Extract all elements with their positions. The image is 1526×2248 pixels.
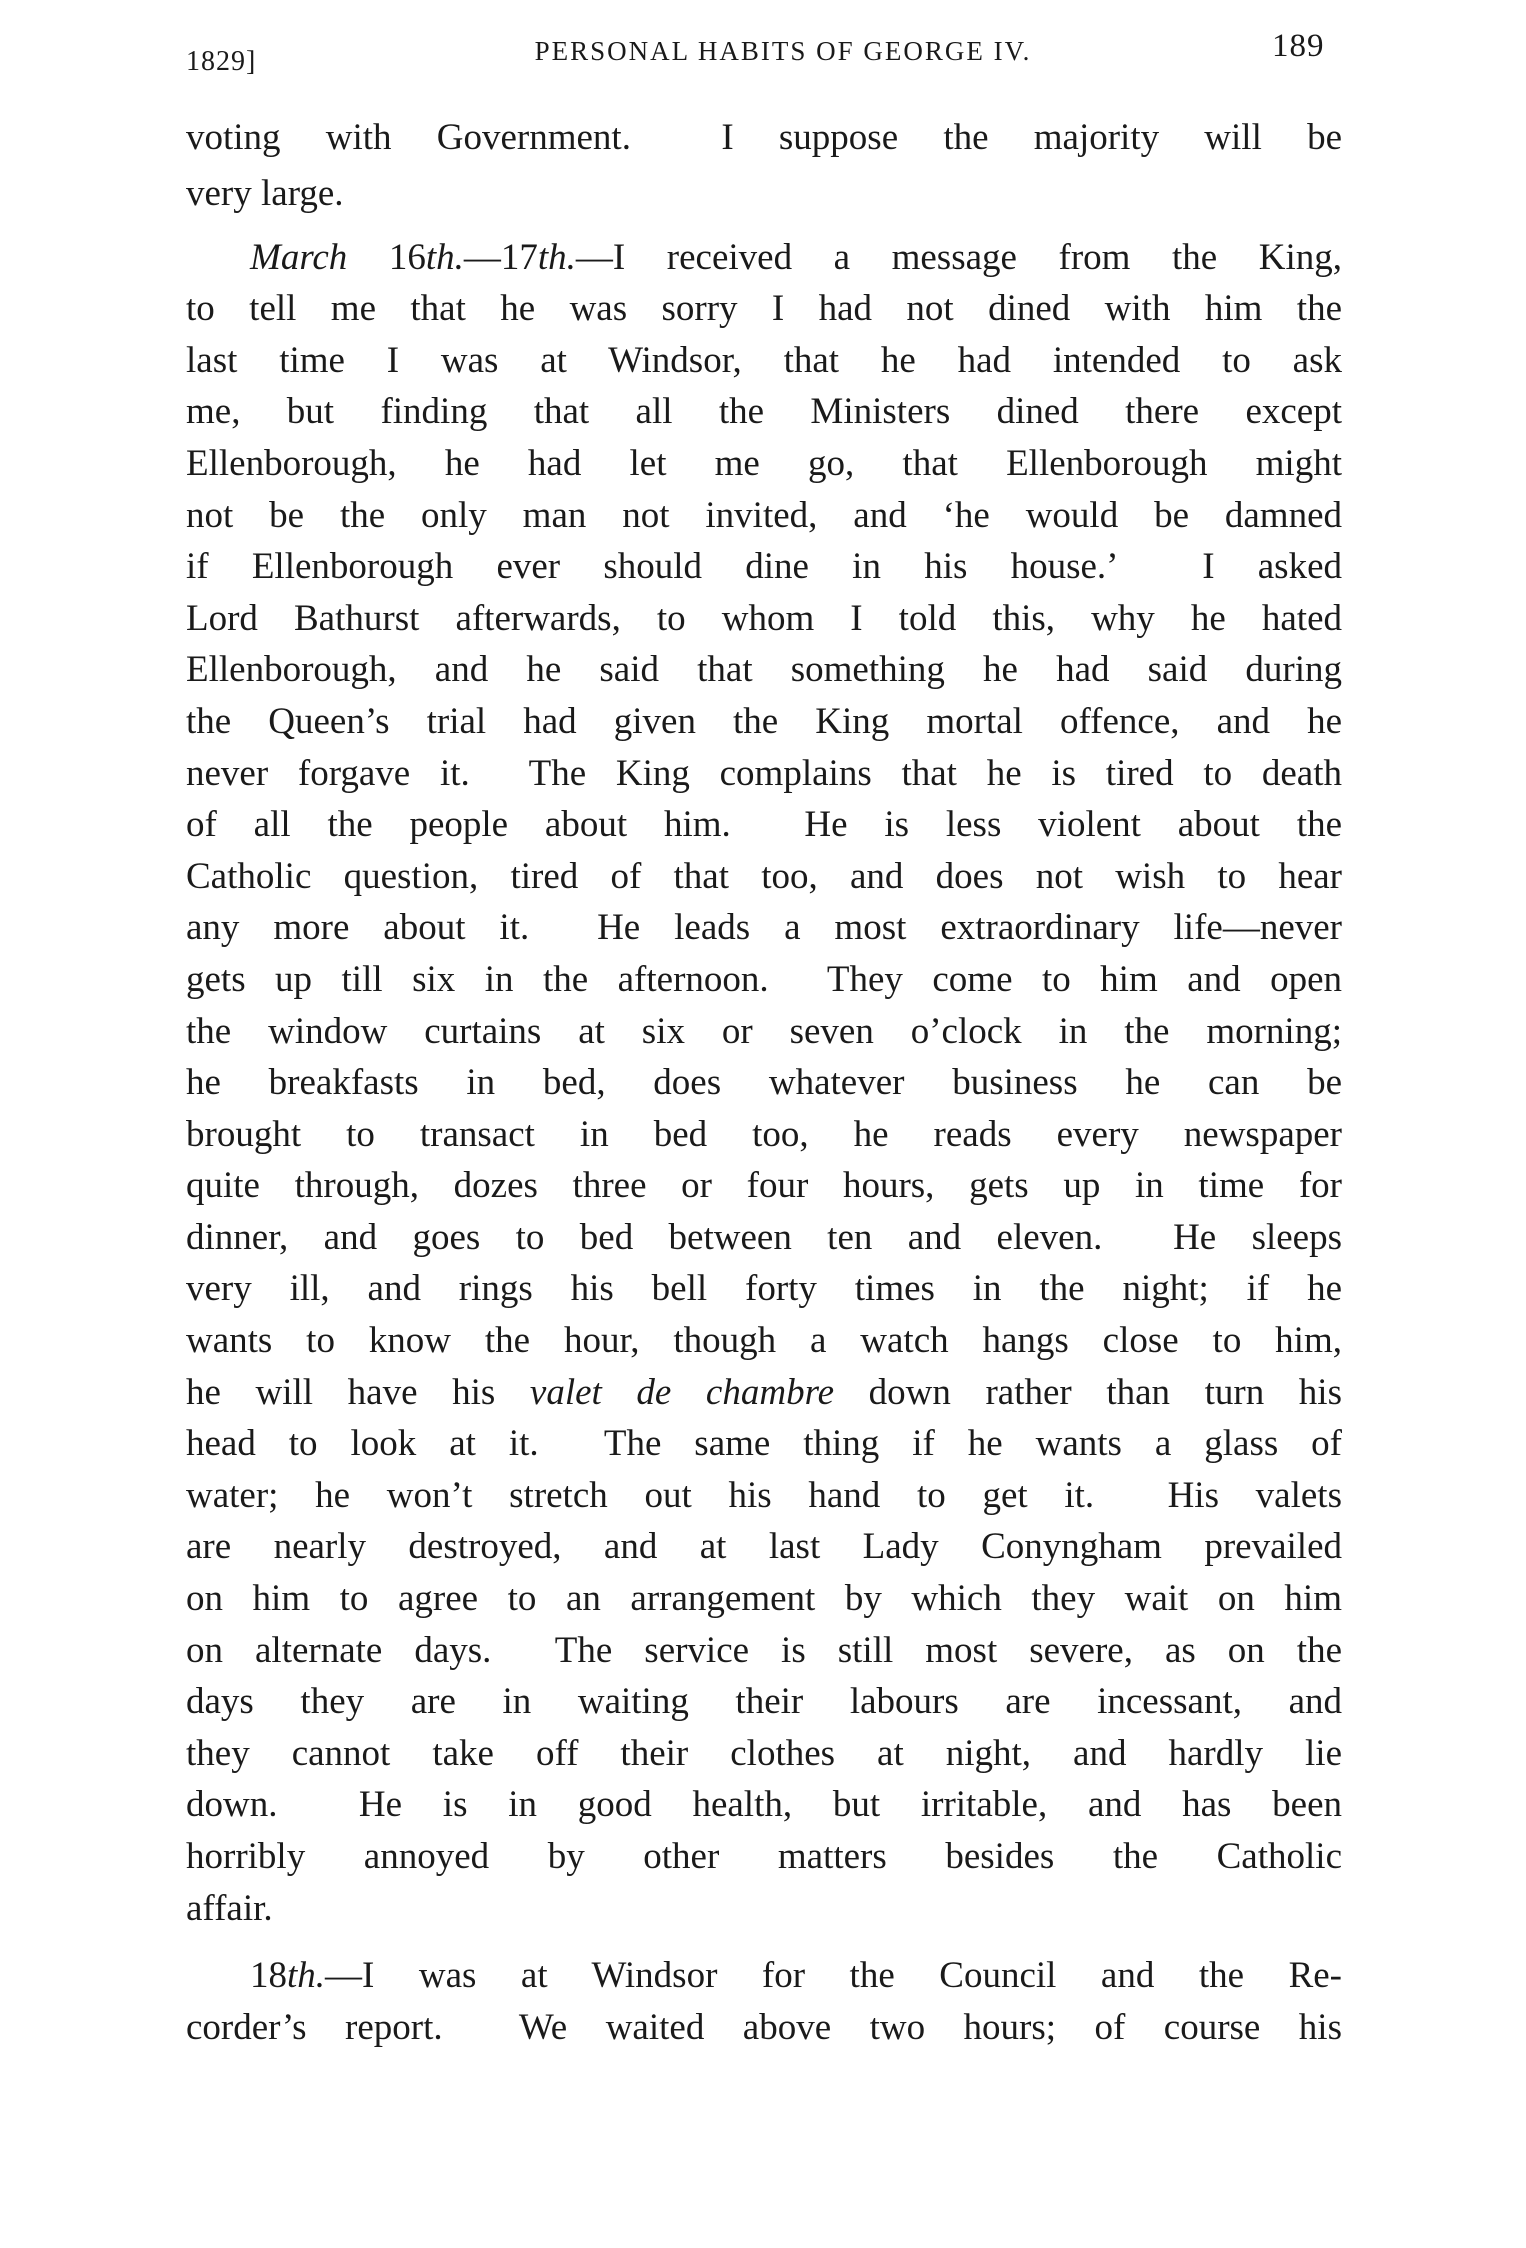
text-segment: are nearly destroyed, and at last Lady Conyngham prevailed — [186, 1526, 1342, 1568]
text-segment: water; he won’t stretch out his hand to get it. His valets — [186, 1474, 1342, 1516]
text-segment: the Queen’s trial had given the King mortal offence, and he — [186, 700, 1342, 742]
text-segment: affair. — [186, 1887, 273, 1929]
text-segment: on him to agree to an arrangement by which they wait on him — [186, 1578, 1342, 1620]
text-segment: they cannot take off their clothes at night, and hardly lie — [186, 1732, 1342, 1774]
text-segment: —I was at Windsor for the Council and the Re- — [325, 1955, 1342, 1997]
text-line — [186, 164, 1342, 232]
text-segment: not be the only man not invited, and ‘he would be damned — [186, 494, 1342, 536]
text-segment: Catholic question, tired of that too, and does not wish to hear — [186, 855, 1342, 897]
text-line — [186, 1573, 1342, 1625]
text-line — [186, 1728, 1342, 1780]
italic-text: March — [250, 236, 348, 278]
text-segment: he will have his — [186, 1371, 530, 1413]
text-line — [186, 696, 1342, 748]
text-segment: brought to transact in bed too, he reads every newspaper — [186, 1113, 1342, 1155]
text-line — [186, 1057, 1342, 1109]
text-segment: gets up till six in the afternoon. They come to him and open — [186, 958, 1342, 1000]
text-segment: —17 — [463, 236, 538, 278]
text-segment: —I received a message from the King, — [575, 236, 1342, 278]
text-line — [186, 1779, 1342, 1831]
text-segment: the window curtains at six or seven o’clock in the morning; — [186, 1010, 1342, 1052]
text-segment: me, but finding that all the Ministers dined there except — [186, 391, 1342, 433]
text-line — [186, 1950, 1342, 2002]
text-segment: very large. — [186, 172, 344, 214]
text-segment: corder’s report. We waited above two hours; of course his — [186, 2006, 1342, 2048]
text-line — [186, 335, 1342, 387]
body-text — [186, 112, 1342, 2053]
text-segment: to tell me that he was sorry I had not dined with him the — [186, 288, 1342, 330]
text-segment: on alternate days. The service is still most severe, as on the — [186, 1629, 1342, 1671]
text-line — [186, 112, 1342, 164]
text-segment: down rather than turn his — [834, 1371, 1342, 1413]
text-line — [186, 1212, 1342, 1264]
text-segment: voting with Government. I suppose the majority will be — [186, 117, 1342, 158]
page-number: 189 — [1272, 28, 1325, 64]
text-line — [186, 799, 1342, 851]
text-line — [186, 1676, 1342, 1728]
text-segment: if Ellenborough ever should dine in his house.’ I asked — [186, 546, 1342, 588]
text-segment: never forgave it. The King complains that he is tired to death — [186, 752, 1342, 794]
text-line — [186, 748, 1342, 800]
text-segment: quite through, dozes three or four hours, gets up in time for — [186, 1165, 1342, 1207]
italic-text: th. — [287, 1955, 326, 1997]
text-line — [186, 490, 1342, 542]
text-segment: dinner, and goes to bed between ten and eleven. He sleeps — [186, 1216, 1342, 1258]
text-line — [186, 1521, 1342, 1573]
text-segment: head to look at it. The same thing if he wants a glass of — [186, 1423, 1342, 1465]
text-line — [186, 902, 1342, 954]
text-line — [186, 1006, 1342, 1058]
text-line — [186, 1883, 1342, 1935]
text-segment: wants to know the hour, though a watch hangs close to him, — [186, 1320, 1342, 1362]
text-line — [186, 1625, 1342, 1677]
text-line — [186, 1831, 1342, 1883]
text-segment: last time I was at Windsor, that he had intended to ask — [186, 339, 1342, 381]
text-segment: of all the people about him. He is less violent about the — [186, 804, 1342, 846]
text-line — [186, 954, 1342, 1006]
text-line — [186, 1367, 1342, 1419]
text-line — [186, 283, 1342, 335]
text-segment: Ellenborough, and he said that something he had said during — [186, 649, 1342, 691]
italic-text: th. — [425, 236, 464, 278]
text-line — [186, 438, 1342, 490]
text-line — [186, 1418, 1342, 1470]
text-segment: down. He is in good health, but irritable, and has been — [186, 1784, 1342, 1826]
text-segment: Lord Bathurst afterwards, to whom I told this, why he hated — [186, 597, 1342, 639]
text-segment: Ellenborough, he had let me go, that Ellenborough might — [186, 442, 1342, 484]
text-segment: 18 — [250, 1955, 287, 1997]
text-line — [186, 1315, 1342, 1367]
text-line — [186, 1263, 1342, 1315]
text-line — [186, 232, 1342, 284]
text-line — [186, 851, 1342, 903]
text-line — [186, 1470, 1342, 1522]
text-line — [186, 593, 1342, 645]
text-segment: days they are in waiting their labours are incessant, and — [186, 1681, 1342, 1723]
text-line — [186, 541, 1342, 593]
running-head-title: PERSONAL HABITS OF GEORGE IV. — [534, 36, 1032, 66]
text-line — [186, 386, 1342, 438]
italic-text: th. — [537, 236, 576, 278]
text-segment: horribly annoyed by other matters besides the Catholic — [186, 1836, 1342, 1877]
text-line — [186, 1109, 1342, 1161]
text-segment: any more about it. He leads a most extraordinary life—never — [186, 907, 1342, 949]
text-line — [186, 1160, 1342, 1212]
text-segment: he breakfasts in bed, does whatever business he can be — [186, 1062, 1342, 1104]
text-line — [186, 2002, 1342, 2054]
text-segment: 16 — [347, 236, 426, 278]
text-segment: very ill, and rings his bell forty times in the night; if he — [186, 1268, 1342, 1310]
text-line — [186, 644, 1342, 696]
running-head-year: 1829] — [186, 46, 257, 77]
italic-text: valet de chambre — [529, 1371, 835, 1413]
